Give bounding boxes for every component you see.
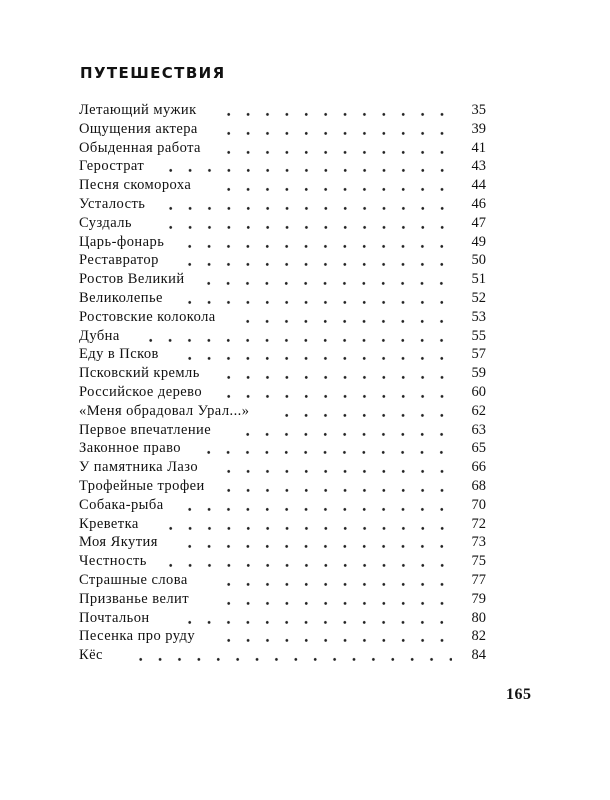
toc-entry-title: Честность — [79, 553, 147, 570]
dot-leader — [219, 590, 452, 609]
toc-entry-page: 68 — [471, 477, 486, 494]
toc-entry — [79, 289, 486, 308]
dot-leader — [219, 571, 452, 590]
dot-leader — [219, 139, 452, 158]
toc-entry-page: 72 — [471, 515, 486, 532]
toc-entry-title: Первое впечатление — [79, 421, 212, 438]
toc-entry-page: 60 — [471, 383, 486, 400]
toc-entry-page: 43 — [471, 158, 486, 175]
toc-entry-page: 63 — [471, 421, 486, 438]
toc-entry-title: У памятника Лазо — [79, 459, 199, 476]
toc-entry — [79, 571, 486, 590]
table-of-contents — [79, 101, 486, 665]
toc-entry — [79, 439, 486, 458]
toc-entry-page: 41 — [471, 139, 486, 156]
toc-entry-title: Еду в Псков — [79, 346, 159, 363]
toc-entry-title: Суздаль — [79, 214, 132, 231]
toc-entry-title: Почтальон — [79, 609, 150, 626]
toc-entry — [79, 533, 486, 552]
toc-entry-page: 77 — [471, 571, 486, 588]
toc-entry — [79, 157, 486, 176]
dot-leader — [219, 120, 452, 139]
toc-entry — [79, 101, 486, 120]
dot-leader — [180, 609, 452, 628]
toc-entry-page: 73 — [471, 534, 486, 551]
dot-leader — [277, 402, 452, 421]
toc-entry — [79, 345, 486, 364]
toc-entry-page: 53 — [471, 308, 486, 325]
toc-entry-page: 66 — [471, 459, 486, 476]
toc-entry-page: 46 — [471, 195, 486, 212]
dot-leader — [180, 496, 452, 515]
dot-leader — [161, 157, 452, 176]
toc-entry-page: 55 — [471, 327, 486, 344]
section-title: ПУТЕШЕСТВИЯ — [80, 64, 226, 82]
toc-entry-title: Ощущения актера — [79, 120, 198, 137]
toc-entry — [79, 139, 486, 158]
toc-entry — [79, 120, 486, 139]
toc-entry — [79, 496, 486, 515]
dot-leader — [180, 345, 452, 364]
toc-entry-title: Летающий мужик — [79, 102, 197, 118]
toc-entry-title: Моя Якутия — [79, 534, 158, 551]
dot-leader — [238, 308, 452, 327]
toc-entry — [79, 214, 486, 233]
toc-entry-page: 50 — [471, 252, 486, 269]
dot-leader — [131, 646, 452, 665]
toc-entry — [79, 270, 486, 289]
dot-leader — [219, 627, 452, 646]
dot-leader — [141, 327, 452, 346]
toc-entry — [79, 176, 486, 195]
toc-entry-page: 82 — [471, 628, 486, 645]
toc-entry-page: 47 — [471, 214, 486, 231]
dot-leader — [219, 364, 452, 383]
toc-entry-title: Ростовские колокола — [79, 308, 216, 325]
toc-entry — [79, 646, 486, 665]
toc-entry-title: Российское дерево — [79, 383, 203, 400]
toc-entry — [79, 609, 486, 628]
toc-entry-title: Обыденная работа — [79, 139, 201, 156]
toc-entry-page: 75 — [471, 553, 486, 570]
dot-leader — [219, 383, 452, 402]
toc-entry — [79, 627, 486, 646]
toc-entry — [79, 515, 486, 534]
toc-entry-page: 57 — [471, 346, 486, 363]
dot-leader — [180, 289, 452, 308]
dot-leader — [161, 552, 452, 571]
toc-entry-title: Усталость — [79, 195, 146, 212]
toc-entry-title: Ростов Великий — [79, 271, 185, 288]
dot-leader — [219, 477, 452, 496]
toc-entry-page: 44 — [471, 177, 486, 194]
toc-entry — [79, 421, 486, 440]
dot-leader — [219, 458, 452, 477]
toc-entry-page: 80 — [471, 609, 486, 626]
page-number: 165 — [506, 686, 532, 703]
toc-entry-page: 51 — [471, 271, 486, 288]
toc-entry — [79, 458, 486, 477]
dot-leader — [219, 101, 452, 120]
toc-entry-page: 52 — [471, 289, 486, 306]
toc-entry-title: Царь-фонарь — [79, 233, 165, 250]
dot-leader — [180, 233, 452, 252]
toc-entry-title: Страшные слова — [79, 571, 188, 588]
toc-entry — [79, 364, 486, 383]
toc-entry — [79, 233, 486, 252]
toc-entry-page: 49 — [471, 233, 486, 250]
toc-entry — [79, 477, 486, 496]
toc-entry-title: Законное право — [79, 440, 182, 457]
dot-leader — [180, 533, 452, 552]
toc-entry-title: Призванье велит — [79, 590, 190, 607]
toc-entry-title: Кёс — [79, 647, 103, 664]
toc-entry-title: Псковский кремль — [79, 365, 200, 382]
toc-entry-title: Реставратор — [79, 252, 159, 269]
toc-entry — [79, 251, 486, 270]
toc-entry — [79, 195, 486, 214]
dot-leader — [238, 421, 452, 440]
toc-entry-title: Великолепье — [79, 289, 163, 306]
toc-entry-page: 79 — [471, 590, 486, 607]
dot-leader — [161, 515, 452, 534]
toc-entry-title: Собака-рыба — [79, 496, 164, 513]
toc-entry — [79, 590, 486, 609]
toc-entry — [79, 402, 486, 421]
toc-entry-title: Креветка — [79, 515, 139, 532]
toc-entry-page: 62 — [471, 402, 486, 419]
toc-entry-page: 59 — [471, 365, 486, 382]
dot-leader — [161, 214, 452, 233]
toc-entry-page: 35 — [471, 102, 486, 118]
toc-entry-title: Песенка про руду — [79, 628, 196, 645]
toc-entry — [79, 552, 486, 571]
dot-leader — [199, 439, 452, 458]
toc-entry — [79, 308, 486, 327]
toc-entry-page: 65 — [471, 440, 486, 457]
toc-entry-title: «Меня обрадовал Урал...» — [79, 402, 250, 419]
toc-entry — [79, 327, 486, 346]
toc-entry-page: 39 — [471, 120, 486, 137]
toc-entry-title: Герострат — [79, 158, 145, 175]
toc-entry-title: Дубна — [79, 327, 120, 344]
dot-leader — [180, 251, 452, 270]
toc-entry-title: Трофейные трофеи — [79, 477, 205, 494]
dot-leader — [199, 270, 452, 289]
toc-entry — [79, 383, 486, 402]
dot-leader — [161, 195, 452, 214]
toc-entry-page: 70 — [471, 496, 486, 513]
toc-entry-title: Песня скомороха — [79, 177, 192, 194]
dot-leader — [219, 176, 452, 195]
toc-entry-page: 84 — [471, 647, 486, 664]
